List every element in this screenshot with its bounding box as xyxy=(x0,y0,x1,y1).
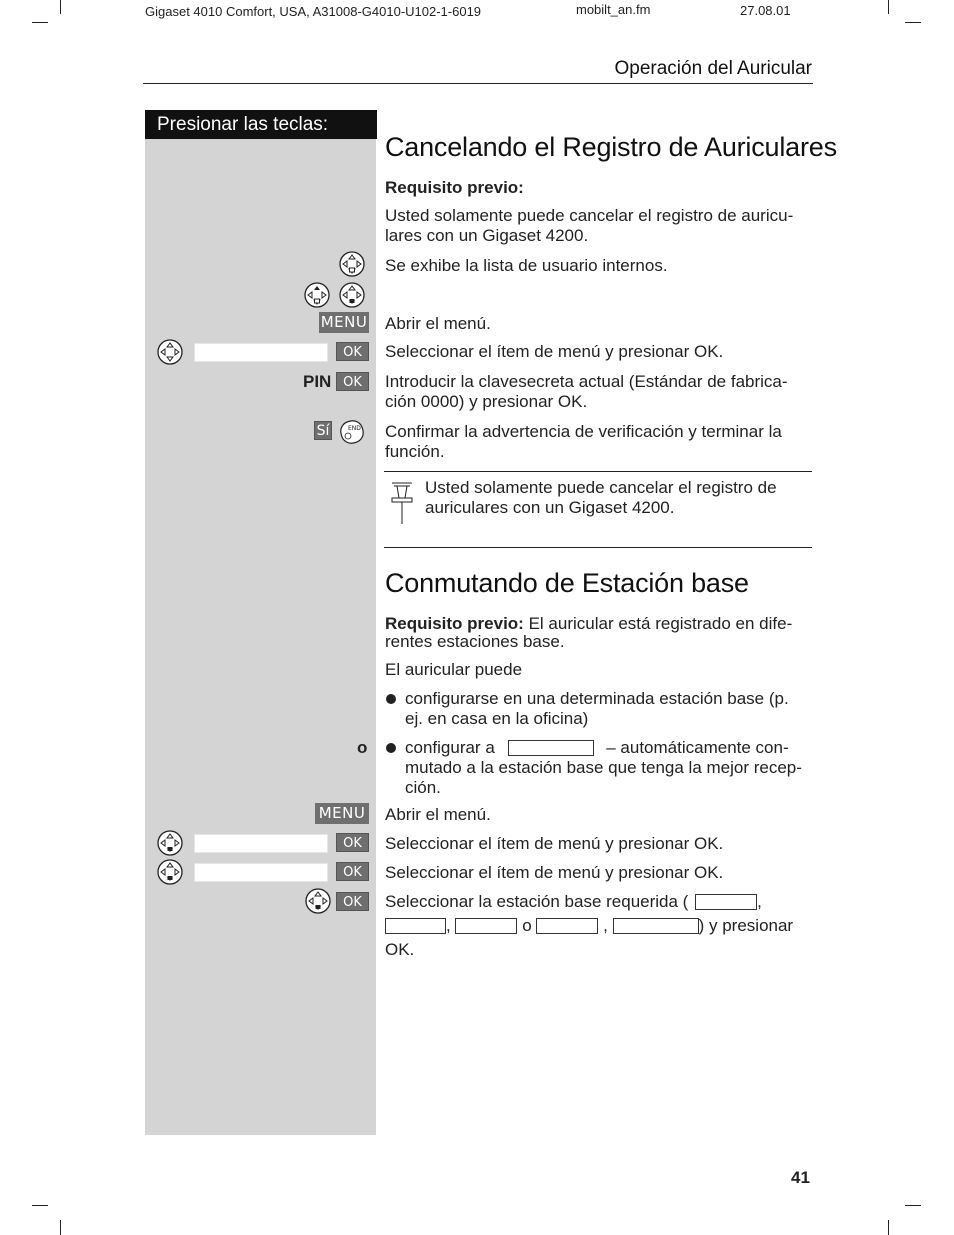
menu-key[interactable]: MENU xyxy=(320,313,368,331)
crop-mark xyxy=(60,1220,61,1235)
step-text: Se exhibe la lista de usuario internos. xyxy=(385,256,668,275)
display-text-box xyxy=(536,918,598,934)
comma: , xyxy=(446,916,451,935)
pin-label: PIN xyxy=(303,372,332,391)
ok-key[interactable]: OK xyxy=(336,372,369,391)
step-text xyxy=(385,916,793,936)
file-name: mobilt_an.fm xyxy=(576,2,651,17)
bullet-text-pre: configurar a xyxy=(405,738,495,757)
bullet-text: ej. en casa en la oficina) xyxy=(405,709,589,728)
navigation-key-icon[interactable] xyxy=(305,888,331,914)
ok-key[interactable]: OK xyxy=(336,862,369,881)
bullet xyxy=(386,694,396,704)
option-or-label: o xyxy=(357,738,368,757)
key-column-title: Presionar las teclas: xyxy=(145,110,377,139)
step-text: OK. xyxy=(385,940,415,959)
pushpin-note-icon xyxy=(388,480,416,526)
display-text-box xyxy=(508,740,594,756)
note-rule-bottom xyxy=(384,547,812,548)
display-text-box xyxy=(455,918,517,934)
navigation-key-icon[interactable] xyxy=(339,251,365,277)
note-rule-top xyxy=(384,471,812,472)
print-date: 27.08.01 xyxy=(740,3,791,18)
bullet-text-post: – automáticamente con- xyxy=(606,738,789,757)
crop-mark xyxy=(905,22,921,23)
step-text: Abrir el menú. xyxy=(385,805,491,824)
step-text: ción 0000) y presionar OK. xyxy=(385,392,588,411)
requirement-text: El auricular está registrado en dife- xyxy=(528,614,793,633)
end-call-key-icon[interactable] xyxy=(339,419,365,445)
bullet-text xyxy=(405,738,789,758)
display-menu-item xyxy=(194,343,328,362)
navigation-key-icon[interactable] xyxy=(157,830,183,856)
header-rule xyxy=(143,83,813,84)
yes-key[interactable]: Sí xyxy=(314,421,332,440)
menu-key[interactable]: MENU xyxy=(315,803,369,824)
bullet-text: configurarse en una determinada estación base (p. xyxy=(405,689,789,708)
section-title: Conmutando de Estación base xyxy=(385,568,749,598)
display-text-box xyxy=(385,918,446,934)
navigation-key-icon[interactable] xyxy=(304,282,330,308)
requirement-line xyxy=(385,614,792,634)
crop-mark xyxy=(32,22,48,23)
comma: , xyxy=(757,892,762,911)
intro-text: El auricular puede xyxy=(385,660,523,679)
end-key-label: END xyxy=(348,425,361,432)
separator-o: o xyxy=(522,916,532,935)
bullet-text: mutado a la estación base que tenga la mejor recep- xyxy=(405,758,802,777)
step-text xyxy=(385,892,762,912)
crop-mark xyxy=(888,1220,889,1235)
step-text: Seleccionar el ítem de menú y presionar OK. xyxy=(385,834,724,853)
note-text: auriculares con un Gigaset 4200. xyxy=(425,498,675,517)
step-text: Seleccionar el ítem de menú y presionar OK. xyxy=(385,863,724,882)
step-text: función. xyxy=(385,442,445,461)
step-text: Confirmar la advertencia de verificación y terminar la xyxy=(385,422,782,441)
section-title: Cancelando el Registro de Auriculares xyxy=(385,132,837,162)
step-text: Seleccionar el ítem de menú y presionar OK. xyxy=(385,342,724,361)
display-text-box xyxy=(613,918,699,934)
crop-mark xyxy=(60,0,61,14)
crop-mark xyxy=(32,1205,48,1206)
note-text: Usted solamente puede cancelar el registro de xyxy=(425,478,777,497)
bullet xyxy=(386,743,396,753)
step-text-start: Seleccionar la estación base requerida ( xyxy=(385,892,689,911)
display-menu-item xyxy=(194,834,328,853)
step-text-end: ) y presionar xyxy=(698,916,794,935)
ok-key[interactable]: OK xyxy=(336,892,369,911)
requirement-text: Usted solamente puede cancelar el registro de auricu- xyxy=(385,206,794,225)
ok-key[interactable]: OK xyxy=(336,833,369,852)
display-menu-item xyxy=(194,863,328,882)
requirement-text: lares con un Gigaset 4200. xyxy=(385,226,589,245)
document-id: Gigaset 4010 Comfort, USA, A31008-G4010-U102-1-6019 xyxy=(145,4,482,19)
navigation-key-icon[interactable] xyxy=(339,282,365,308)
navigation-key-icon[interactable] xyxy=(157,859,183,885)
bullet-text: ción. xyxy=(405,778,441,797)
step-text: Abrir el menú. xyxy=(385,314,491,333)
requirement-label: Requisito previo: xyxy=(385,178,524,197)
display-text-box xyxy=(695,894,757,910)
navigation-key-icon[interactable] xyxy=(157,339,183,365)
crop-mark xyxy=(905,1205,921,1206)
section-running-title: Operación del Auricular xyxy=(614,58,812,79)
page-number: 41 xyxy=(791,1168,810,1187)
comma: , xyxy=(603,916,608,935)
ok-key[interactable]: OK xyxy=(336,342,369,361)
requirement-text: rentes estaciones base. xyxy=(385,632,565,651)
requirement-label: Requisito previo: xyxy=(385,614,524,633)
step-text: Introducir la clavesecreta actual (Estándar de fabrica- xyxy=(385,372,788,391)
crop-mark xyxy=(888,0,889,14)
